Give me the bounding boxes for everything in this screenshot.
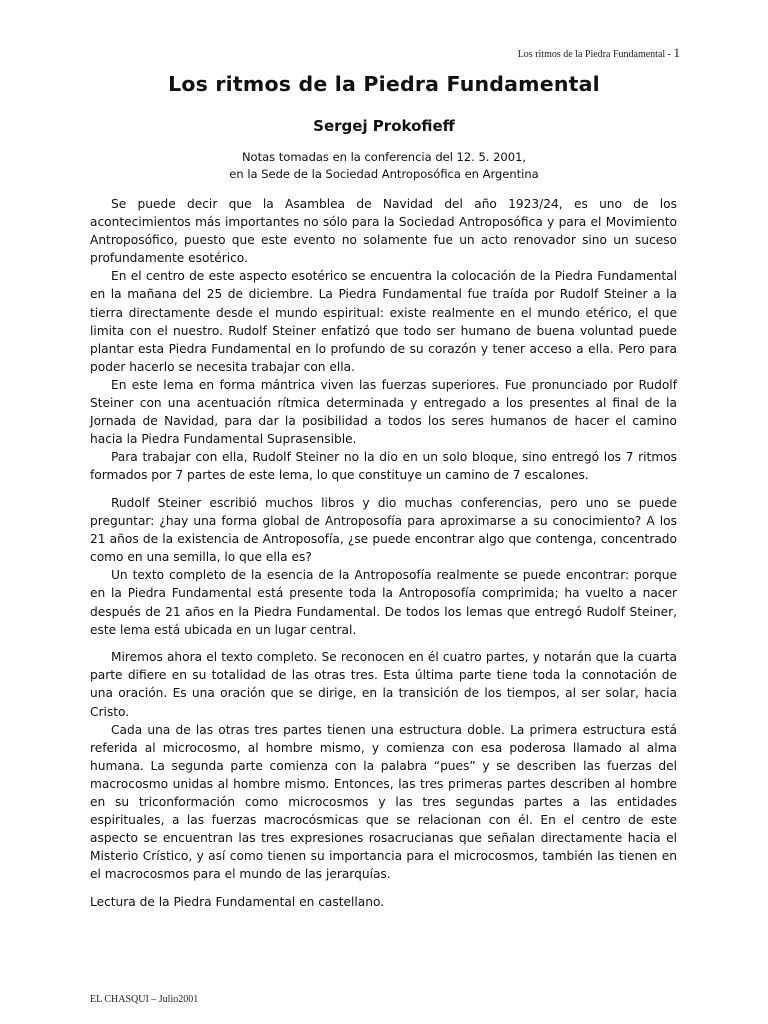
paragraph: Rudolf Steiner escribió muchos libros y dio muchas conferencias, pero uno se puede preguntar: ¿hay una forma global de Antroposofía para aproximarse a su conocimiento? A los 21 años de la existencia de Antroposofía, ¿se puede encontrar algo que contenga, concentrado como en una semilla, lo que ella es? <box>90 496 677 565</box>
paragraph: Cada una de las otras tres partes tienen una estructura doble. La primera estructura está referida al microcosmo, al hombre mismo, y comienza con esa poderosa llamado al alma humana. La segunda parte comienza con la palabra “pues” y se describen las fuerzas del macrocosmo unidas al hombre mismo. Entonces, las tres primeras partes describen al hombre en su triconformación como microcosmos y las tres segundas partes a las entidades espirituales, a las fuerzas macrocósmicas que se relacionan con él. En el centro de este aspecto se encuentran las tres expresiones rosacrucianas que señalan directamente hacia el Misterio Crístico, y así como tienen su importancia para el microcosmos, también las tienen en el macrocosmos para el mundo de las jerarquías. <box>90 722 677 882</box>
paragraph: Se puede decir que la Asamblea de Navidad del año 1923/24, es uno de los acontecimientos más importantes no sólo para la Sociedad Antroposófica y para el Movimiento Antroposófico, puesto que este evento no solamente fue un acto renovador sino un suceso profundamente esotérico. <box>90 197 677 266</box>
paragraph: Para trabajar con ella, Rudolf Steiner no la dio en un solo bloque, sino entregó los 7 ritmos formados por 7 partes de este lema, lo que constituye un camino de 7 escalones. <box>90 450 677 483</box>
page-footer: EL CHASQUI – Julio2001 <box>90 994 199 1005</box>
document-title: Los ritmos de la Piedra Fundamental <box>168 72 600 96</box>
notes-line-1: Notas tomadas en la conferencia del 12. 5. 2001, <box>241 150 527 164</box>
author-name: Sergej Prokofieff <box>313 117 455 135</box>
running-header <box>518 45 680 61</box>
paragraph: Miremos ahora el texto completo. Se reconocen en él cuatro partes, y notarán que la cuarta parte difiere en su totalidad de las otras tres. Esta última parte tiene toda la connotación de una oración. Es una oración que se dirige, en la transición de los tiempos, al ser solar, hacia Cristo. <box>90 650 677 719</box>
notes-line-2: en la Sede de la Sociedad Antroposófica en Argentina <box>229 167 539 181</box>
body-text <box>90 195 677 911</box>
page-number: 1 <box>673 45 680 60</box>
conference-notes <box>0 149 768 183</box>
paragraph: Un texto completo de la esencia de la Antroposofía realmente se puede encontrar: porque en la Piedra Fundamental está presente toda la Antroposofía comprimida; ha vuelto a nacer después de 21 años en la Piedra Fundamental. De todos los lemas que entregó Rudolf Steiner, este lema está ubicada en un lugar central. <box>90 568 677 637</box>
paragraph: En el centro de este aspecto esotérico se encuentra la colocación de la Piedra Fundamental en la mañana del 25 de diciembre. La Piedra Fundamental fue traída por Rudolf Steiner a la tierra directamente desde el mundo espiritual: existe realmente en el mundo etérico, el que limita con el nuestro. Rudolf Steiner enfatizó que todo ser humano de buena voluntad puede plantar esta Piedra Fundamental en lo profundo de su corazón y tener acceso a ella. Pero para poder hacerlo se necesita trabajar con ella. <box>90 269 677 374</box>
paragraph: En este lema en forma mántrica viven las fuerzas superiores. Fue pronunciado por Rudolf Steiner con una acentuación rítmica determinada y entregado a los presentes al final de la Jornada de Navidad, para dar la posibilidad a todos los seres humanos de hacer el camino hacia la Piedra Fundamental Suprasensible. <box>90 377 677 447</box>
closing-line: Lectura de la Piedra Fundamental en castellano. <box>90 894 385 909</box>
running-title: Los ritmos de la Piedra Fundamental - <box>517 49 671 60</box>
